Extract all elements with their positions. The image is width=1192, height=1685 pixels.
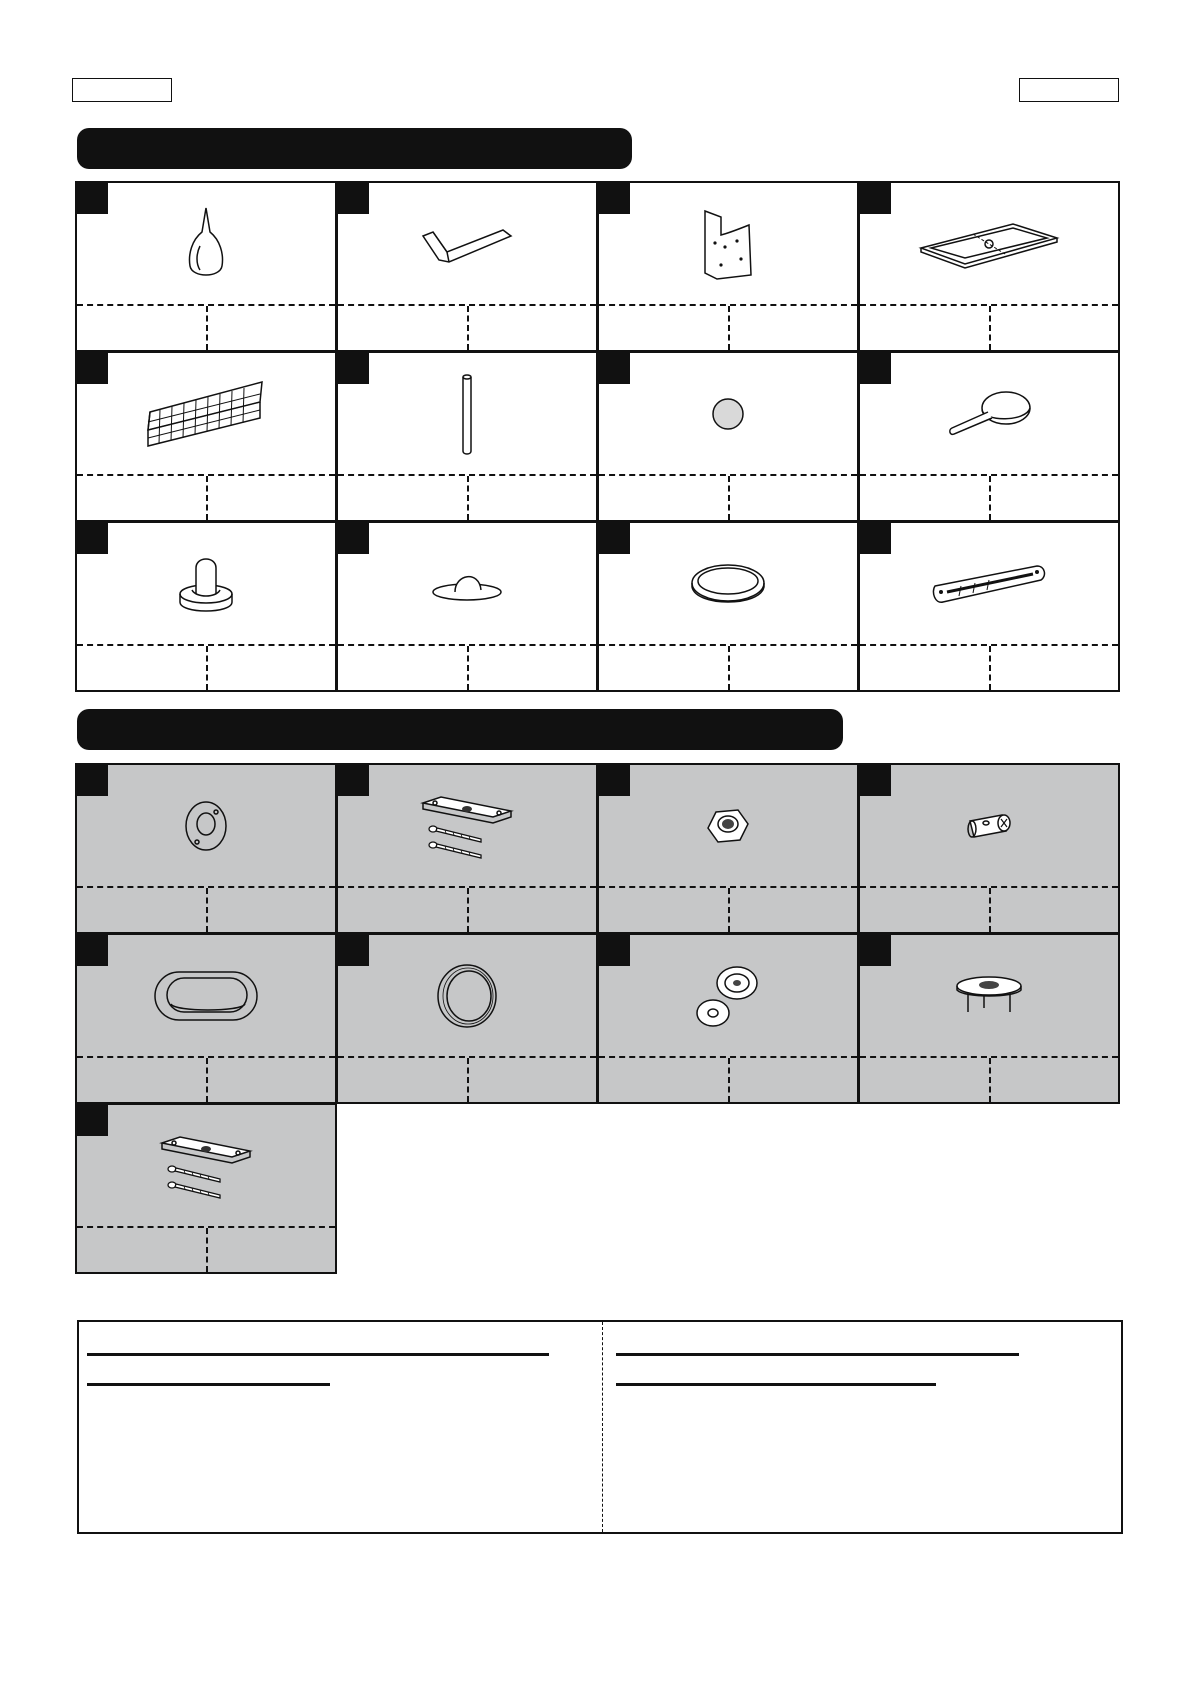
glue-bottle-icon <box>77 189 335 299</box>
part-tile <box>858 521 1120 692</box>
part-tile <box>597 521 859 692</box>
dashed-split <box>206 1058 208 1102</box>
dashed-split <box>728 646 730 690</box>
part-tile <box>597 763 859 934</box>
oval-frame-icon <box>77 941 335 1051</box>
top-right-box <box>1019 78 1119 102</box>
round-washer-plate-icon <box>77 771 335 881</box>
dashed-split <box>467 646 469 690</box>
dashed-split <box>728 1058 730 1102</box>
notes-divider <box>602 1322 603 1532</box>
dashed-split <box>989 476 991 520</box>
barrel-nut-icon <box>860 771 1118 881</box>
dashed-split <box>206 476 208 520</box>
hex-nut-icon <box>599 771 857 881</box>
dashed-split <box>206 646 208 690</box>
part-tile <box>75 351 337 522</box>
dashed-split <box>206 888 208 932</box>
part-tile <box>858 181 1120 352</box>
dashed-split <box>206 1228 208 1272</box>
score-counter-icon <box>860 529 1118 639</box>
bumper-with-washer-icon <box>599 941 857 1051</box>
dashed-split <box>467 888 469 932</box>
dashed-split <box>728 306 730 350</box>
dashed-split <box>989 646 991 690</box>
part-tile <box>75 1103 337 1274</box>
plate-with-screws-icon <box>77 1111 335 1221</box>
part-tile <box>336 351 598 522</box>
dashed-split <box>728 888 730 932</box>
table-top-frame-icon <box>860 189 1118 299</box>
part-tile <box>336 763 598 934</box>
dashed-split <box>467 306 469 350</box>
ball-icon <box>599 359 857 469</box>
part-tile <box>597 933 859 1104</box>
dashed-split <box>989 888 991 932</box>
allen-key-icon <box>338 189 596 299</box>
section-a-header <box>77 128 632 169</box>
rubber-ring-icon <box>338 941 596 1051</box>
dashed-split <box>989 306 991 350</box>
section-b-title <box>77 718 97 740</box>
section-b-header <box>77 709 843 750</box>
part-tile <box>597 351 859 522</box>
part-tile <box>75 763 337 934</box>
notes-right-rule-1 <box>616 1353 1019 1356</box>
puck-holder-icon <box>338 529 596 639</box>
notes-right-rule-2 <box>616 1383 936 1386</box>
part-tile <box>858 763 1120 934</box>
notes-left-rule-2 <box>87 1383 330 1386</box>
part-tile <box>75 521 337 692</box>
part-tile <box>336 521 598 692</box>
ring-icon <box>599 529 857 639</box>
rod-icon <box>338 359 596 469</box>
part-tile <box>858 351 1120 522</box>
part-tile <box>336 933 598 1104</box>
corner-bracket-icon <box>599 189 857 299</box>
dashed-split <box>728 476 730 520</box>
notes-left-rule-1 <box>87 1353 549 1356</box>
part-tile <box>75 933 337 1104</box>
section-a-title <box>77 137 97 159</box>
air-hockey-striker-icon <box>77 529 335 639</box>
part-tile <box>336 181 598 352</box>
part-tile <box>75 181 337 352</box>
dashed-split <box>467 476 469 520</box>
paddle-icon <box>860 359 1118 469</box>
dashed-split <box>989 1058 991 1102</box>
part-tile <box>858 933 1120 1104</box>
dashed-split <box>467 1058 469 1102</box>
goal-net-icon <box>77 359 335 469</box>
part-tile <box>597 181 859 352</box>
notes-panel <box>77 1320 1123 1534</box>
dashed-split <box>206 306 208 350</box>
leg-cap-icon <box>860 941 1118 1051</box>
top-left-box <box>72 78 172 102</box>
plate-with-screws-icon <box>338 771 596 881</box>
